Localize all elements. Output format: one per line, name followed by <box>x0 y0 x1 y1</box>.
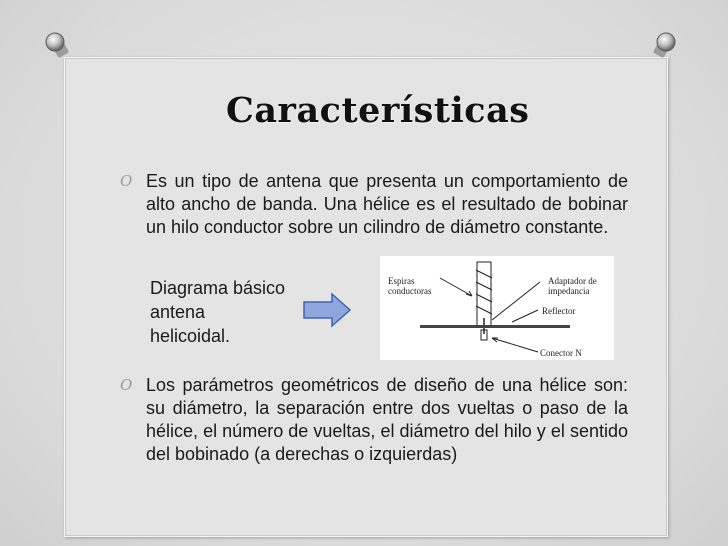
pushpin-icon <box>650 30 680 60</box>
paragraph-intro: Es un tipo de antena que presenta un comportamiento de alto ancho de banda. Una hélice es el resultado de bobinar un hilo conductor sobre un cilindro de diámetro constante. <box>146 171 628 237</box>
bullet-marker: O <box>120 376 133 394</box>
label-adaptador: Adaptador de impedancia <box>548 276 597 296</box>
paragraph-parameters: Los parámetros geométricos de diseño de una hélice son: su diámetro, la separación entre dos vueltas o paso de la hélice, el número de vueltas, el diámetro del hilo y el sentido del bobinado (a derechas o izquierdas) <box>146 375 628 464</box>
label-conector: Conector N <box>540 348 582 358</box>
pushpin-icon <box>42 30 72 60</box>
label-reflector: Reflector <box>542 306 576 316</box>
right-arrow-icon <box>302 292 352 328</box>
caption-line: antena <box>150 302 206 322</box>
label-espiras: Espiras conductoras <box>388 276 432 296</box>
diagram-caption <box>150 276 320 348</box>
caption-line: Diagrama básico <box>150 278 286 298</box>
slide-title: Características <box>226 90 530 131</box>
antenna-drawing <box>380 256 614 360</box>
helical-antenna-diagram <box>380 256 614 360</box>
caption-line: helicoidal. <box>150 326 231 346</box>
bullet-marker: O <box>120 172 133 190</box>
